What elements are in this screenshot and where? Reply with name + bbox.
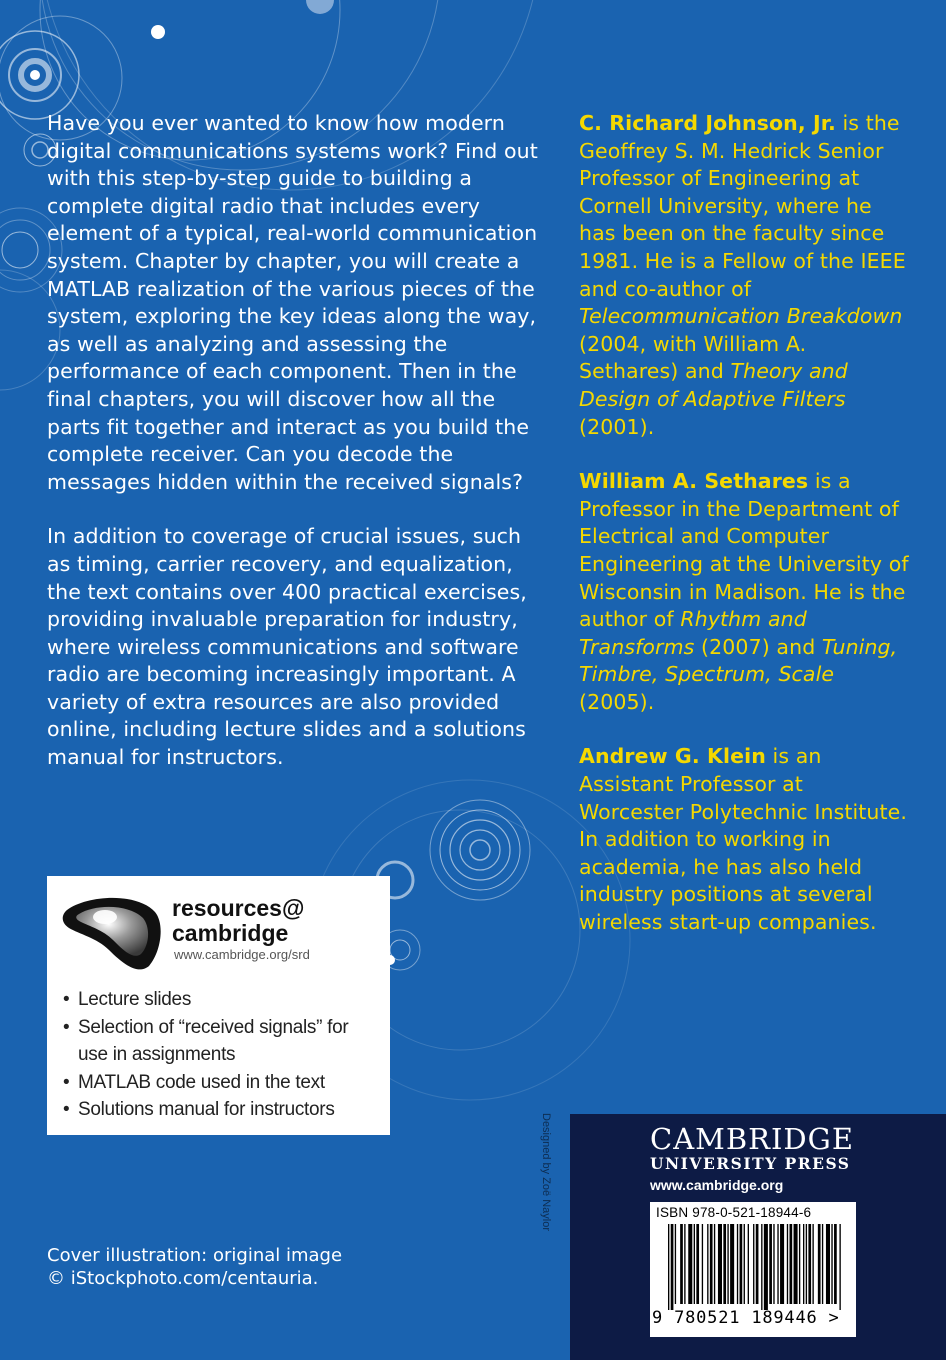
publisher-website-link[interactable]: www.cambridge.org bbox=[650, 1177, 784, 1193]
resources-title: resources@ cambridge bbox=[172, 895, 305, 946]
list-item: • Selection of “received signals” for use in assignments bbox=[63, 1014, 383, 1069]
book-title: Rhythm and Transforms bbox=[579, 607, 807, 659]
resources-list bbox=[63, 986, 383, 1124]
book-title: Telecommunication Breakdown bbox=[579, 304, 903, 329]
publisher-press: UNIVERSITY PRESS bbox=[650, 1154, 851, 1173]
barcode-icon bbox=[668, 1224, 846, 1310]
cover-illustration-credit: Cover illustration: original image © iStockphoto.com/centauria. bbox=[47, 1245, 343, 1289]
author-bio-klein: Andrew G. Klein is an Assistant Professor at Worcester Polytechnic Institute. In addition to working in academia, he has also held industry positions at several wireless start-up companies. bbox=[579, 744, 907, 935]
author-name: C. Richard Johnson, Jr. bbox=[579, 111, 836, 135]
list-item: • Solutions manual for instructors bbox=[63, 1096, 383, 1124]
publisher-name: CAMBRIDGE bbox=[650, 1122, 855, 1156]
book-title: Tuning, Timbre, Spectrum, Scale bbox=[579, 634, 898, 687]
book-description bbox=[47, 110, 547, 799]
list-item: • MATLAB code used in the text bbox=[63, 1069, 383, 1097]
isbn-label: ISBN 978-0-521-18944-6 bbox=[656, 1205, 812, 1220]
resources-logo-icon bbox=[57, 890, 167, 974]
author-bios bbox=[579, 110, 909, 964]
barcode-digits: 9 780521 189446 > bbox=[652, 1308, 840, 1328]
resources-box bbox=[47, 876, 390, 1135]
publisher-panel bbox=[570, 1114, 946, 1360]
description-paragraph-2: In addition to coverage of crucial issues, such as timing, carrier recovery, and equalization, the text contains over 400 practical exercises, providing invaluable preparation for industry, where wireless communications and software radio are becoming increasingly important. A variety of extra resources are also provided online, including lecture slides and a solutions manual for instructors. bbox=[47, 524, 527, 770]
author-name: William A. Sethares bbox=[579, 469, 809, 494]
designer-credit: Designed by Zoë Naylor bbox=[540, 1113, 552, 1232]
author-bio-sethares: William A. Sethares is a Professor in the Department of Electrical and Computer Engineering at the University of Wisconsin in Madison. He is the author of Rhythm and Transforms (2007) and Tuning, Timbre, Spectrum, Scale (2005). bbox=[579, 469, 909, 714]
book-title: Theory and Design of Adaptive Filters bbox=[579, 359, 848, 411]
author-name: Andrew G. Klein bbox=[579, 744, 766, 769]
author-bio-johnson: C. Richard Johnson, Jr. is the Geoffrey S. M. Hedrick Senior Professor of Engineering at Cornell University, where he has been on the faculty since 1981. He is a Fellow of the IEEE and co-author of Telecommunication Breakdown (2004, with William A. Sethares) and Theory and Design of Adaptive Filters (2001). bbox=[579, 111, 906, 439]
resources-url-link[interactable]: www.cambridge.org/srd bbox=[174, 947, 310, 962]
barcode-box bbox=[650, 1202, 856, 1337]
description-paragraph-1: Have you ever wanted to know how modern digital communications systems work? Find out with this step-by-step guide to building a complete digital radio that includes every element of a typical, real-world communication system. Chapter by chapter, you will create a MATLAB realization of the various pieces of the system, exploring the key ideas along the way, as well as analyzing and assessing the performance of each component. Then in the final chapters, you will discover how all the parts fit together and interact as you build the complete receiver. Can you decode the messages hidden within the received signals? bbox=[47, 111, 538, 494]
list-item: • Lecture slides bbox=[63, 986, 383, 1014]
